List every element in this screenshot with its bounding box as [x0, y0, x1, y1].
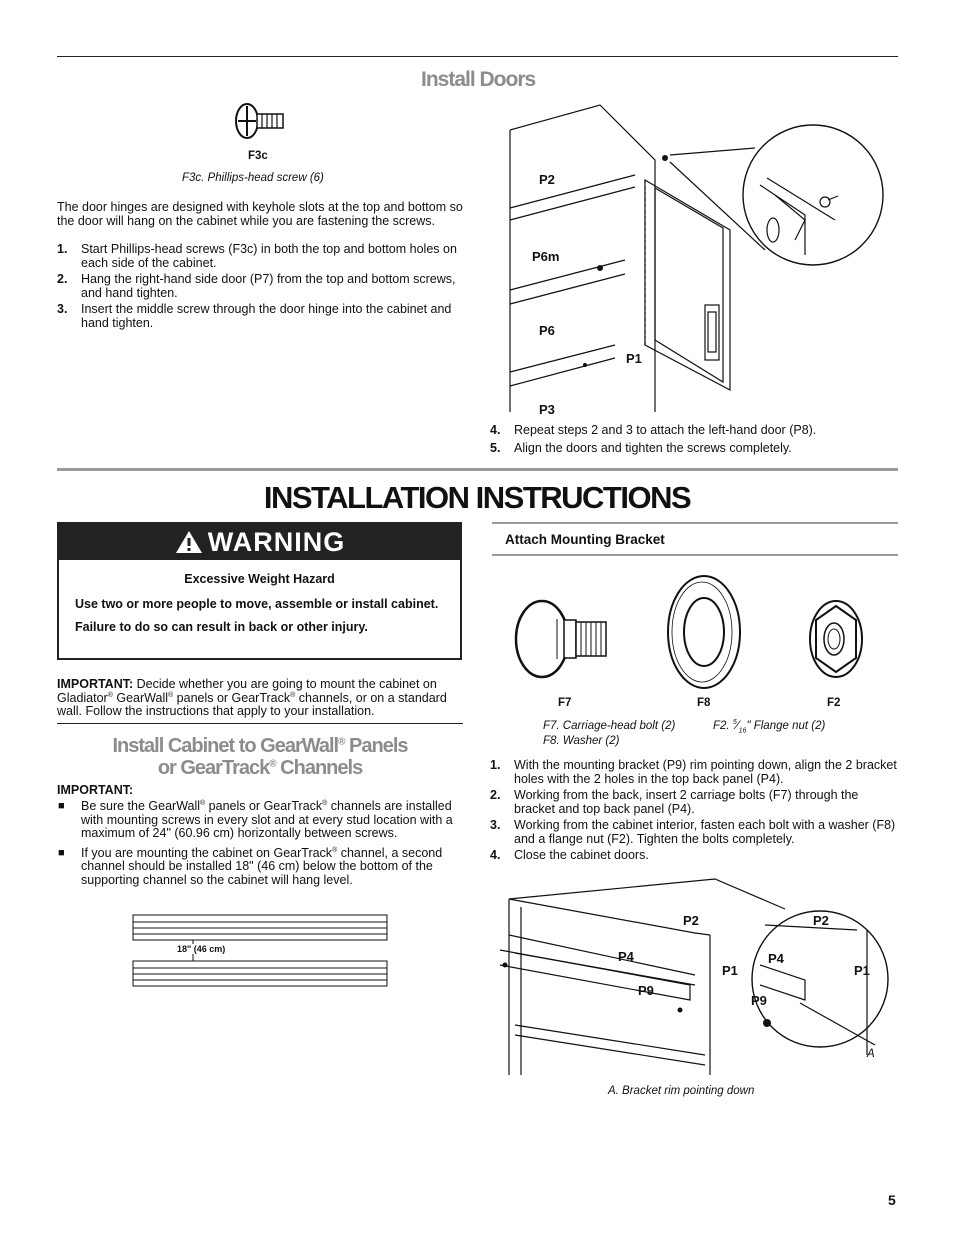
bracket-label-p4: P4: [618, 949, 634, 964]
gearwall-title-line-2: or GearTrack® Channels: [157, 757, 363, 779]
important-rule: [57, 723, 463, 724]
warning-box: [57, 522, 462, 660]
section-divider: [57, 468, 898, 471]
important-label: IMPORTANT:: [57, 677, 134, 691]
bracket-steps: [490, 759, 898, 865]
bracket-bottom-rule: [492, 554, 898, 556]
warning-word: WARNING: [207, 526, 346, 557]
warning-line-1: Use two or more people to move, assemble or install cabinet.: [75, 597, 439, 611]
step-4: 4. Repeat steps 2 and 3 to attach the left-hand door (P8).: [490, 423, 817, 437]
channel-spacing-diagram: [132, 914, 390, 988]
bracket-top-rule: [492, 522, 898, 524]
gearwall-title-line-1: Install Cabinet to GearWall® Panels: [112, 735, 408, 757]
top-rule: [57, 56, 898, 57]
door-install-diagram: [505, 100, 897, 412]
gearwall-bullets: [57, 800, 463, 893]
channel-spacing-label: 18" (46 cm): [177, 944, 226, 954]
bracket-step-4: 4. Close the cabinet doors.: [490, 848, 649, 862]
bracket-label-p1-detail: P1: [854, 963, 870, 978]
f3c-caption: F3c. Phillips-head screw (6): [182, 172, 324, 184]
f2-caption: F2. $^5⁄_{16}$" Flange nut (2): [713, 719, 826, 735]
warning-line-2: Failure to do so can result in back or other injury.: [75, 620, 368, 634]
phillips-screw-icon: [232, 100, 288, 142]
bracket-title: Attach Mounting Bracket: [505, 532, 665, 547]
flange-nut-icon: [806, 598, 866, 680]
install-doors-steps-continued: [490, 424, 898, 457]
f7-caption: F7. Carriage-head bolt (2): [543, 720, 676, 732]
f8-label: F8: [697, 697, 711, 709]
bracket-label-p1: P1: [722, 963, 738, 978]
door-label-p6m: P6m: [532, 249, 560, 264]
step-2: 2. Hang the right-hand side door (P7) from the top and bottom screws, and hand tighten.: [57, 272, 456, 300]
install-doors-intro: The door hinges are designed with keyhole slots at the top and bottom so the door will hang on the cabinet while you are fastening the screws.: [57, 200, 463, 228]
door-label-p2: P2: [539, 172, 555, 187]
step-1: 1. Start Phillips-head screws (F3c) in both the top and bottom holes on each side of the cabinet.: [57, 242, 457, 270]
bracket-step-1: 1. With the mounting bracket (P9) rim pointing down, align the 2 bracket holes with the 2 holes in the top back panel (P4).: [490, 758, 897, 786]
gearwall-bullet-1: ■ Be sure the GearWall® panels or GearTrack® channels are installed with mounting screws in every slot and at every stud location with a maximum of 24" (60.96 cm) horizontally between screws.: [58, 799, 453, 840]
warning-hazard: Excessive Weight Hazard: [184, 572, 335, 586]
washer-icon: [664, 572, 744, 692]
step-3: 3. Insert the middle screw through the door hinge into the cabinet and hand tighten.: [57, 302, 452, 330]
carriage-bolt-icon: [512, 594, 612, 684]
bracket-label-p9: P9: [638, 983, 654, 998]
bracket-step-2: 2. Working from the back, insert 2 carriage bolts (F7) through the bracket and top back panel (P4).: [490, 788, 859, 816]
step-5: 5. Align the doors and tighten the screws completely.: [490, 440, 792, 455]
install-doors-title: Install Doors: [421, 68, 536, 91]
gearwall-bullet-2: ■ If you are mounting the cabinet on GearTrack® channel, a second channel should be installed 18" (46 cm) below the bottom of the supporting channel so the cabinet will hang level.: [58, 845, 443, 887]
bracket-label-p2: P2: [683, 913, 699, 928]
gearwall-important-label: IMPORTANT:: [57, 783, 134, 797]
page-number: 5: [888, 1192, 896, 1208]
door-label-p6: P6: [539, 323, 555, 338]
f2-label: F2: [827, 697, 841, 709]
install-doors-steps: [57, 243, 463, 332]
warning-triangle-icon: [174, 529, 204, 555]
bracket-label-p9-detail: P9: [751, 993, 767, 1008]
door-label-p1: P1: [626, 351, 642, 366]
page-title: INSTALLATION INSTRUCTIONS: [263, 480, 691, 515]
f3c-label: F3c: [248, 150, 268, 162]
bracket-label-p2-detail: P2: [813, 913, 829, 928]
bracket-label-p4-detail: P4: [768, 951, 784, 966]
door-label-p3: P3: [539, 402, 555, 417]
f8-caption: F8. Washer (2): [543, 735, 620, 747]
bracket-diagram: [495, 875, 895, 1080]
warning-header: [59, 524, 460, 560]
gearwall-title: [0, 735, 520, 779]
bracket-step-3: 3. Working from the cabinet interior, fasten each bolt with a washer (F8) and a flange nut (F2). Tighten the bolts completely.: [490, 818, 896, 846]
important-intro: IMPORTANT: Decide whether you are going to mount the cabinet on Gladiator® GearWall® panels or GearTrack® channels, or on a standard wall. Follow the instructions that apply to your installation.: [57, 677, 447, 718]
bracket-diagram-caption: A. Bracket rim pointing down: [608, 1085, 755, 1097]
bracket-label-a: A: [867, 1048, 875, 1060]
f7-label: F7: [558, 697, 572, 709]
